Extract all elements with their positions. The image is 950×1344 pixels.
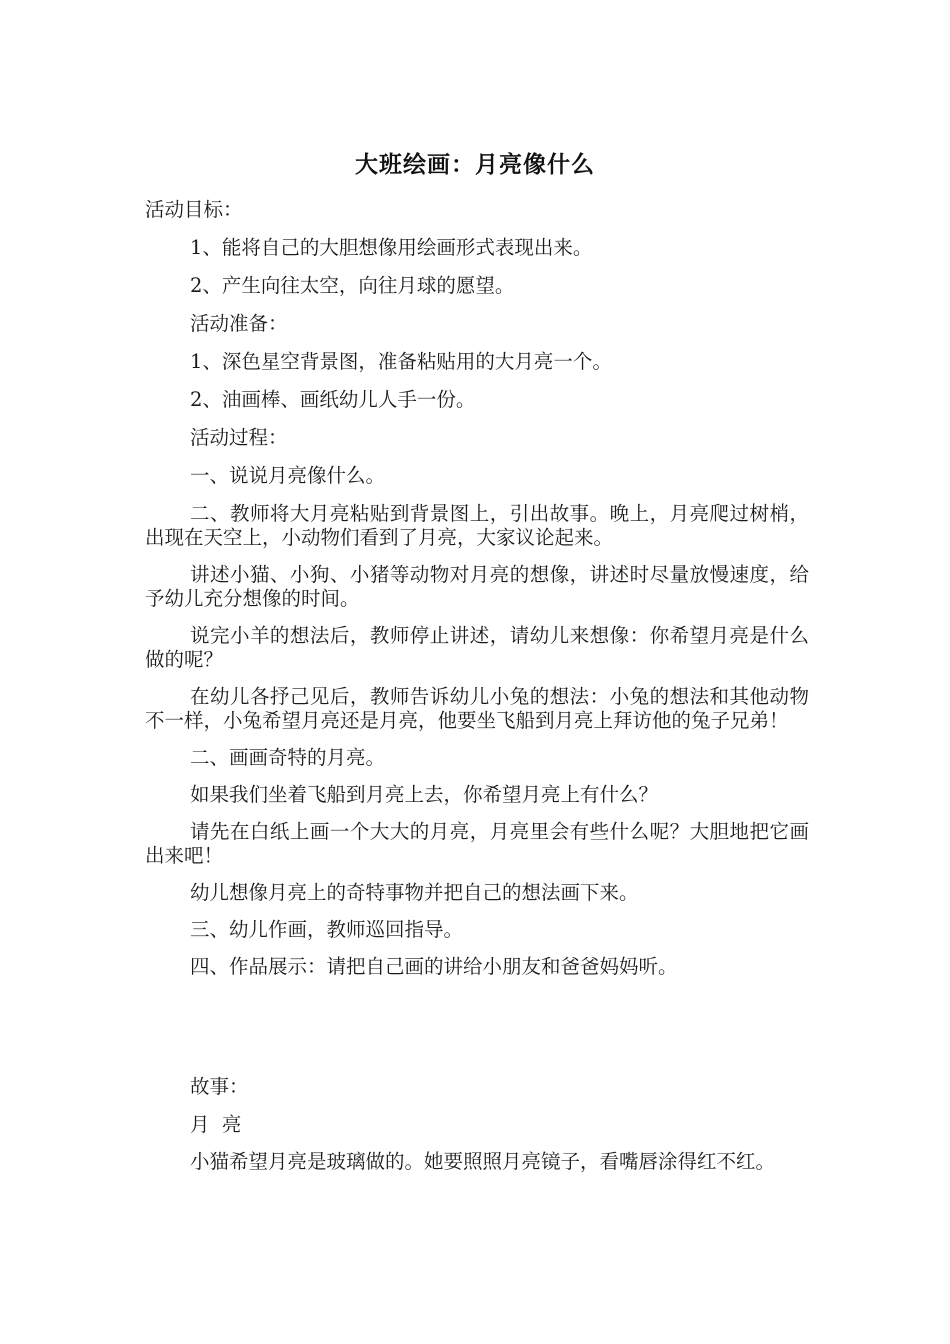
process-paragraph: 如果我们坐着飞船到月亮上去，你希望月亮上有什么？ <box>190 783 659 806</box>
section-heading-goals: 活动目标： <box>145 198 243 221</box>
goal-item-2: 2、产生向往太空，向往月球的愿望。 <box>190 274 515 297</box>
story-heading: 故事： <box>190 1075 249 1098</box>
process-paragraph: 讲述小猫、小狗、小猪等动物对月亮的想像，讲述时尽量放慢速度，给予幼儿充分想像的时间。 <box>145 563 809 610</box>
document-title: 大班绘画：月亮像什么 <box>355 152 595 178</box>
document-body <box>145 198 809 1174</box>
process-step-1: 一、说说月亮像什么。 <box>190 464 386 487</box>
process-step-3: 三、幼儿作画，教师巡回指导。 <box>190 918 464 941</box>
goal-item-1: 1、能将自己的大胆想像用绘画形式表现出来。 <box>190 236 593 259</box>
story-title: 月 亮 <box>190 1113 242 1136</box>
process-paragraph: 请先在白纸上画一个大大的月亮，月亮里会有些什么呢？大胆地把它画出来吧！ <box>145 820 809 867</box>
section-heading-process: 活动过程： <box>190 426 288 449</box>
process-step-drawing: 二、画画奇特的月亮。 <box>190 746 386 769</box>
section-heading-preparation: 活动准备： <box>190 312 288 335</box>
process-step-2: 二、教师将大月亮粘贴到背景图上，引出故事。晚上，月亮爬过树梢，出现在天空上，小动物们看到了月亮，大家议论起来。 <box>145 502 809 549</box>
process-step-4: 四、作品展示：请把自己画的讲给小朋友和爸爸妈妈听。 <box>190 955 678 978</box>
process-paragraph: 在幼儿各抒己见后，教师告诉幼儿小兔的想法：小兔的想法和其他动物不一样，小兔希望月亮还是月亮，他要坐飞船到月亮上拜访他的兔子兄弟！ <box>145 685 809 732</box>
story-paragraph: 小猫希望月亮是玻璃做的。她要照照月亮镜子，看嘴唇涂得红不红。 <box>190 1150 776 1173</box>
preparation-item-2: 2、油画棒、画纸幼儿人手一份。 <box>190 388 476 411</box>
preparation-item-1: 1、深色星空背景图，准备粘贴用的大月亮一个。 <box>190 350 612 373</box>
process-paragraph: 幼儿想像月亮上的奇特事物并把自己的想法画下来。 <box>190 881 639 904</box>
process-paragraph: 说完小羊的想法后，教师停止讲述，请幼儿来想像：你希望月亮是什么做的呢？ <box>145 624 809 671</box>
